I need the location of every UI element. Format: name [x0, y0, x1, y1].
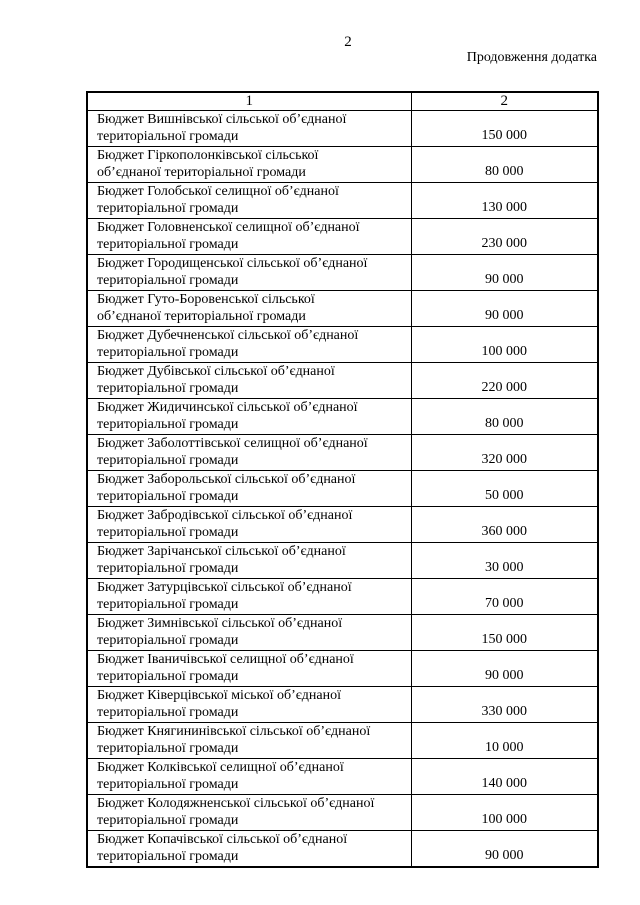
- budget-name-cell: Бюджет Затурцівської сільської об’єднаної територіальної громади: [87, 579, 411, 615]
- table-row: [87, 111, 598, 147]
- table-row: [87, 651, 598, 687]
- budget-amount-cell: 230 000: [411, 219, 598, 255]
- budget-amount-cell: 150 000: [411, 111, 598, 147]
- budget-amount-cell: 10 000: [411, 723, 598, 759]
- table-row: [87, 507, 598, 543]
- table-row: [87, 219, 598, 255]
- budget-name-cell: Бюджет Гуто-Боровенської сільської об’єднаної територіальної громади: [87, 291, 411, 327]
- budget-amount-cell: 90 000: [411, 651, 598, 687]
- continuation-note: Продовження додатка: [466, 50, 597, 65]
- table-row: [87, 399, 598, 435]
- table-row: [87, 615, 598, 651]
- table-row: [87, 759, 598, 795]
- table-row: [87, 579, 598, 615]
- budget-name-cell: Бюджет Гіркополонківської сільської об’єднаної територіальної громади: [87, 147, 411, 183]
- table-row: [87, 471, 598, 507]
- budget-name-cell: Бюджет Княгининівської сільської об’єднаної територіальної громади: [87, 723, 411, 759]
- table-row: [87, 795, 598, 831]
- budget-name-cell: Бюджет Зимнівської сільської об’єднаної територіальної громади: [87, 615, 411, 651]
- budget-amount-cell: 320 000: [411, 435, 598, 471]
- budget-name-cell: Бюджет Іваничівської селищної об’єднаної територіальної громади: [87, 651, 411, 687]
- table-row: [87, 543, 598, 579]
- table-header-row: [87, 92, 598, 111]
- budget-amount-cell: 100 000: [411, 327, 598, 363]
- column-header-amount: 2: [411, 92, 598, 111]
- budget-amount-cell: 100 000: [411, 795, 598, 831]
- budget-name-cell: Бюджет Колківської селищної об’єднаної територіальної громади: [87, 759, 411, 795]
- budget-name-cell: Бюджет Заболоттівської селищної об’єднаної територіальної громади: [87, 435, 411, 471]
- budget-amount-cell: 50 000: [411, 471, 598, 507]
- budget-name-cell: Бюджет Заборольської сільської об’єднаної територіальної громади: [87, 471, 411, 507]
- budget-amount-cell: 130 000: [411, 183, 598, 219]
- budget-name-cell: Бюджет Ківерцівської міської об’єднаної територіальної громади: [87, 687, 411, 723]
- table-row: [87, 183, 598, 219]
- page-number: 2: [344, 34, 352, 50]
- budget-amount-cell: 140 000: [411, 759, 598, 795]
- table-row: [87, 831, 598, 868]
- budget-amount-cell: 220 000: [411, 363, 598, 399]
- table-row: [87, 327, 598, 363]
- budget-name-cell: Бюджет Забродівської сільської об’єднаної територіальної громади: [87, 507, 411, 543]
- budget-table: [86, 91, 599, 868]
- budget-name-cell: Бюджет Копачівської сільської об’єднаної територіальної громади: [87, 831, 411, 868]
- table-row: [87, 255, 598, 291]
- budget-amount-cell: 90 000: [411, 255, 598, 291]
- table-row: [87, 363, 598, 399]
- budget-amount-cell: 80 000: [411, 147, 598, 183]
- budget-amount-cell: 80 000: [411, 399, 598, 435]
- budget-amount-cell: 90 000: [411, 291, 598, 327]
- table-row: [87, 291, 598, 327]
- budget-name-cell: Бюджет Городищенської сільської об’єднаної територіальної громади: [87, 255, 411, 291]
- budget-table-body: [87, 111, 598, 868]
- budget-amount-cell: 360 000: [411, 507, 598, 543]
- table-row: [87, 435, 598, 471]
- table-row: [87, 147, 598, 183]
- budget-amount-cell: 150 000: [411, 615, 598, 651]
- budget-name-cell: Бюджет Вишнівської сільської об’єднаної територіальної громади: [87, 111, 411, 147]
- budget-name-cell: Бюджет Зарічанської сільської об’єднаної територіальної громади: [87, 543, 411, 579]
- budget-name-cell: Бюджет Дубівської сільської об’єднаної територіальної громади: [87, 363, 411, 399]
- budget-amount-cell: 330 000: [411, 687, 598, 723]
- budget-name-cell: Бюджет Колодяжненської сільської об’єднаної територіальної громади: [87, 795, 411, 831]
- budget-amount-cell: 90 000: [411, 831, 598, 868]
- budget-name-cell: Бюджет Голобської селищної об’єднаної територіальної громади: [87, 183, 411, 219]
- budget-amount-cell: 30 000: [411, 543, 598, 579]
- budget-name-cell: Бюджет Головненської селищної об’єднаної територіальної громади: [87, 219, 411, 255]
- budget-amount-cell: 70 000: [411, 579, 598, 615]
- table-row: [87, 723, 598, 759]
- budget-name-cell: Бюджет Дубечненської сільської об’єднаної територіальної громади: [87, 327, 411, 363]
- column-header-name: 1: [87, 92, 411, 111]
- budget-name-cell: Бюджет Жидичинської сільської об’єднаної територіальної громади: [87, 399, 411, 435]
- table-row: [87, 687, 598, 723]
